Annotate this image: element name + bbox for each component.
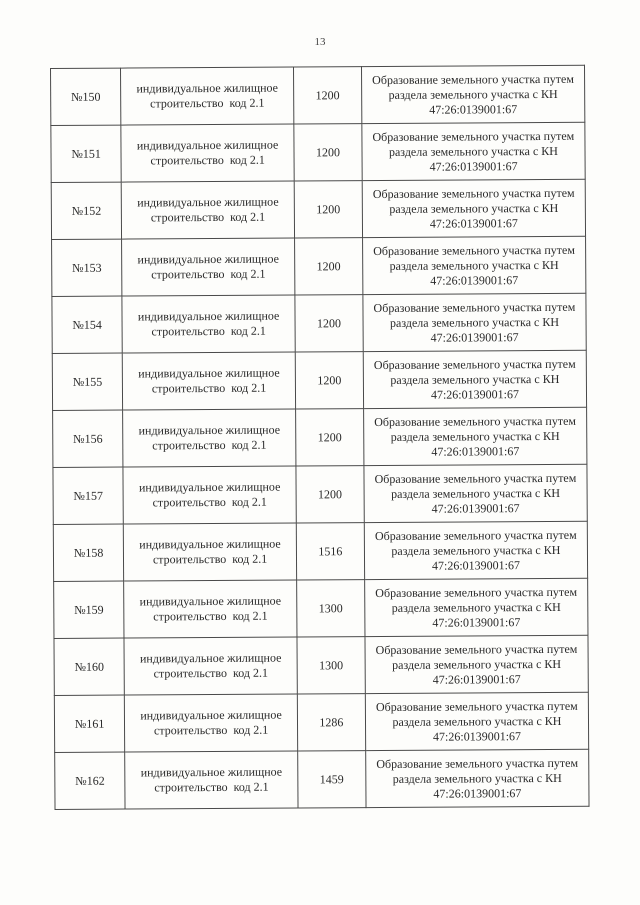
formation-note-line: раздела земельного участка с КН xyxy=(392,656,562,672)
table-row xyxy=(54,578,588,638)
land-use-line: строительство код 2.1 xyxy=(153,665,268,681)
cadastral-number: 47:26:0139001:67 xyxy=(432,671,521,687)
cadastral-number: 47:26:0139001:67 xyxy=(432,728,522,744)
parcel-number: №160 xyxy=(74,659,105,674)
parcel-number: №152 xyxy=(71,203,102,218)
land-use-cell xyxy=(123,466,296,524)
formation-note-line: Образование земельного участка путем xyxy=(372,128,575,144)
parcel-number-cell xyxy=(52,353,123,410)
formation-note-line: раздела земельного участка с КН xyxy=(389,314,560,330)
formation-note-line: раздела земельного участка с КН xyxy=(392,770,562,786)
area-cell xyxy=(294,124,362,181)
land-use-line: индивидуальное жилищное xyxy=(139,650,282,666)
parcel-number: №150 xyxy=(71,89,101,104)
formation-note-line: Образование земельного участка путем xyxy=(375,584,578,600)
parcel-number-cell xyxy=(54,695,125,752)
area-cell xyxy=(296,523,364,580)
formation-note-cell xyxy=(365,578,588,636)
area-cell xyxy=(297,637,365,694)
formation-note-cell xyxy=(364,521,587,579)
formation-note-cell xyxy=(363,350,586,408)
cadastral-number: 47:26:0139001:67 xyxy=(433,785,522,801)
area-cell xyxy=(297,694,365,751)
area-value: 1200 xyxy=(317,429,342,444)
area-value: 1286 xyxy=(319,714,344,729)
formation-note-line: раздела земельного участка с КН xyxy=(389,200,559,216)
parcel-number-cell xyxy=(53,524,124,581)
formation-note-line: Образование земельного участка путем xyxy=(374,413,577,429)
parcel-number: №158 xyxy=(73,545,104,560)
land-use-line: индивидуальное жилищное xyxy=(137,251,280,267)
land-use-cell xyxy=(122,295,295,353)
formation-note-line: раздела земельного участка с КН xyxy=(391,542,561,558)
formation-note-cell xyxy=(361,65,584,123)
table-row xyxy=(52,236,586,296)
area-value: 1200 xyxy=(316,201,341,216)
land-use-cell xyxy=(124,580,297,638)
table-row xyxy=(53,407,587,467)
formation-note-cell xyxy=(364,464,587,522)
parcel-number: №151 xyxy=(71,146,101,161)
parcel-number-cell xyxy=(53,410,124,467)
formation-note-line: раздела земельного участка с КН xyxy=(388,143,558,159)
land-use-cell xyxy=(122,352,295,410)
land-use-line: индивидуальное жилищное xyxy=(137,308,280,324)
land-use-cell xyxy=(121,67,294,125)
area-cell xyxy=(294,238,362,295)
formation-note-line: Образование земельного участка путем xyxy=(374,527,577,543)
cadastral-number: 47:26:0139001:67 xyxy=(429,158,518,174)
area-cell xyxy=(296,466,364,523)
formation-note-cell xyxy=(362,179,585,237)
table-row xyxy=(51,122,585,182)
parcel-number: №155 xyxy=(72,374,103,389)
land-use-line: строительство код 2.1 xyxy=(151,323,266,339)
land-use-line: строительство код 2.1 xyxy=(151,380,267,396)
area-value: 1200 xyxy=(315,144,340,159)
cadastral-number: 47:26:0139001:67 xyxy=(431,557,521,573)
area-value: 1200 xyxy=(315,87,340,102)
formation-note-cell xyxy=(362,122,585,180)
table-row xyxy=(53,464,587,524)
land-use-cell xyxy=(121,124,294,182)
parcel-number-cell xyxy=(51,182,122,239)
parcel-number: №161 xyxy=(74,716,105,731)
table-row xyxy=(51,179,585,239)
parcel-number-cell xyxy=(54,638,125,695)
parcel-number: №159 xyxy=(74,602,104,617)
cadastral-number: 47:26:0139001:67 xyxy=(431,500,520,516)
parcel-number-cell xyxy=(54,581,125,638)
table-row xyxy=(54,635,588,695)
land-use-line: строительство код 2.1 xyxy=(150,152,265,168)
cadastral-number: 47:26:0139001:67 xyxy=(429,101,518,117)
land-use-cell xyxy=(121,181,294,239)
parcel-number: №153 xyxy=(72,260,102,275)
table-row xyxy=(52,350,586,410)
table-row xyxy=(55,749,589,809)
area-value: 1200 xyxy=(317,486,343,501)
formation-note-line: раздела земельного участка с КН xyxy=(389,257,559,273)
land-use-line: строительство код 2.1 xyxy=(154,779,269,795)
land-use-line: индивидуальное жилищное xyxy=(136,80,278,96)
formation-note-line: Образование земельного участка путем xyxy=(373,356,576,372)
formation-note-line: раздела земельного участка с КН xyxy=(391,599,561,615)
parcel-number-cell xyxy=(52,296,123,353)
cadastral-number: 47:26:0139001:67 xyxy=(430,329,519,345)
land-use-line: индивидуальное жилищное xyxy=(140,707,282,723)
parcel-number-cell xyxy=(53,467,124,524)
cadastral-number: 47:26:0139001:67 xyxy=(430,272,519,288)
cadastral-number: 47:26:0139001:67 xyxy=(429,215,518,231)
parcel-table xyxy=(50,65,590,810)
formation-note-cell xyxy=(363,407,586,465)
formation-note-cell xyxy=(366,749,589,807)
area-value: 1300 xyxy=(319,657,344,672)
table-row xyxy=(54,692,588,752)
parcel-number: №156 xyxy=(73,431,103,446)
formation-note-line: раздела земельного участка с КН xyxy=(390,371,560,387)
area-value: 1300 xyxy=(318,600,343,615)
land-use-line: строительство код 2.1 xyxy=(153,608,268,624)
land-use-line: индивидуальное жилищное xyxy=(138,365,280,381)
table-row xyxy=(51,65,585,125)
parcel-number: №157 xyxy=(73,488,103,503)
land-use-line: индивидуальное жилищное xyxy=(137,194,279,210)
formation-note-cell xyxy=(365,635,588,693)
formation-note-line: Образование земельного участка путем xyxy=(375,698,578,714)
area-cell xyxy=(298,751,366,808)
land-use-line: индивидуальное жилищное xyxy=(139,536,281,552)
parcel-number-cell xyxy=(51,68,122,125)
formation-note-line: раздела земельного участка с КН xyxy=(390,428,560,444)
area-cell xyxy=(294,181,362,238)
formation-note-cell xyxy=(362,236,585,294)
land-use-cell xyxy=(124,523,297,581)
formation-note-line: раздела земельного участка с КН xyxy=(392,713,562,729)
land-use-cell xyxy=(122,238,295,296)
formation-note-line: Образование земельного участка путем xyxy=(375,641,578,657)
area-value: 1200 xyxy=(316,315,342,330)
parcel-number: №154 xyxy=(72,317,102,332)
land-use-cell xyxy=(125,751,298,809)
land-use-line: индивидуальное жилищное xyxy=(138,422,281,438)
land-use-line: строительство код 2.1 xyxy=(152,437,267,453)
area-cell xyxy=(297,580,365,637)
land-use-line: индивидуальное жилищное xyxy=(139,593,282,609)
area-value: 1459 xyxy=(319,771,344,786)
land-use-line: индивидуальное жилищное xyxy=(138,479,281,495)
land-use-line: строительство код 2.1 xyxy=(152,494,267,510)
land-use-line: строительство код 2.1 xyxy=(153,722,269,738)
formation-note-line: Образование земельного участка путем xyxy=(372,185,575,201)
area-cell xyxy=(296,409,364,466)
land-use-cell xyxy=(124,637,297,695)
cadastral-number: 47:26:0139001:67 xyxy=(430,386,519,402)
parcel-number: №162 xyxy=(75,773,105,788)
parcel-number-cell xyxy=(55,752,126,809)
parcel-table-body xyxy=(51,65,590,809)
formation-note-line: раздела земельного участка с КН xyxy=(390,485,561,501)
land-use-line: строительство код 2.1 xyxy=(150,209,266,225)
page-number: 13 xyxy=(314,36,326,48)
parcel-number-cell xyxy=(52,239,123,296)
table-row xyxy=(52,293,586,353)
cadastral-number: 47:26:0139001:67 xyxy=(432,614,521,630)
area-value: 1200 xyxy=(316,258,341,273)
land-use-line: строительство код 2.1 xyxy=(152,551,268,567)
land-use-line: строительство код 2.1 xyxy=(151,266,266,282)
land-use-cell xyxy=(123,409,296,467)
formation-note-line: Образование земельного участка путем xyxy=(376,755,579,771)
area-cell xyxy=(295,352,363,409)
land-use-line: строительство код 2.1 xyxy=(150,95,265,111)
area-value: 1200 xyxy=(317,372,342,387)
formation-note-line: Образование земельного участка путем xyxy=(372,71,574,87)
formation-note-cell xyxy=(365,692,588,750)
land-use-line: индивидуальное жилищное xyxy=(140,764,283,780)
area-cell xyxy=(293,67,361,124)
formation-note-cell xyxy=(363,293,586,351)
area-cell xyxy=(295,295,363,352)
formation-note-line: Образование земельного участка путем xyxy=(374,470,577,486)
parcel-number-cell xyxy=(51,125,122,182)
table-row xyxy=(53,521,587,581)
area-value: 1516 xyxy=(318,543,343,558)
formation-note-line: Образование земельного участка путем xyxy=(373,299,576,315)
land-use-cell xyxy=(125,694,298,752)
cadastral-number: 47:26:0139001:67 xyxy=(431,443,520,459)
land-use-line: индивидуальное жилищное xyxy=(136,137,279,153)
formation-note-line: Образование земельного участка путем xyxy=(373,242,575,258)
formation-note-line: раздела земельного участка с КН xyxy=(388,86,558,102)
